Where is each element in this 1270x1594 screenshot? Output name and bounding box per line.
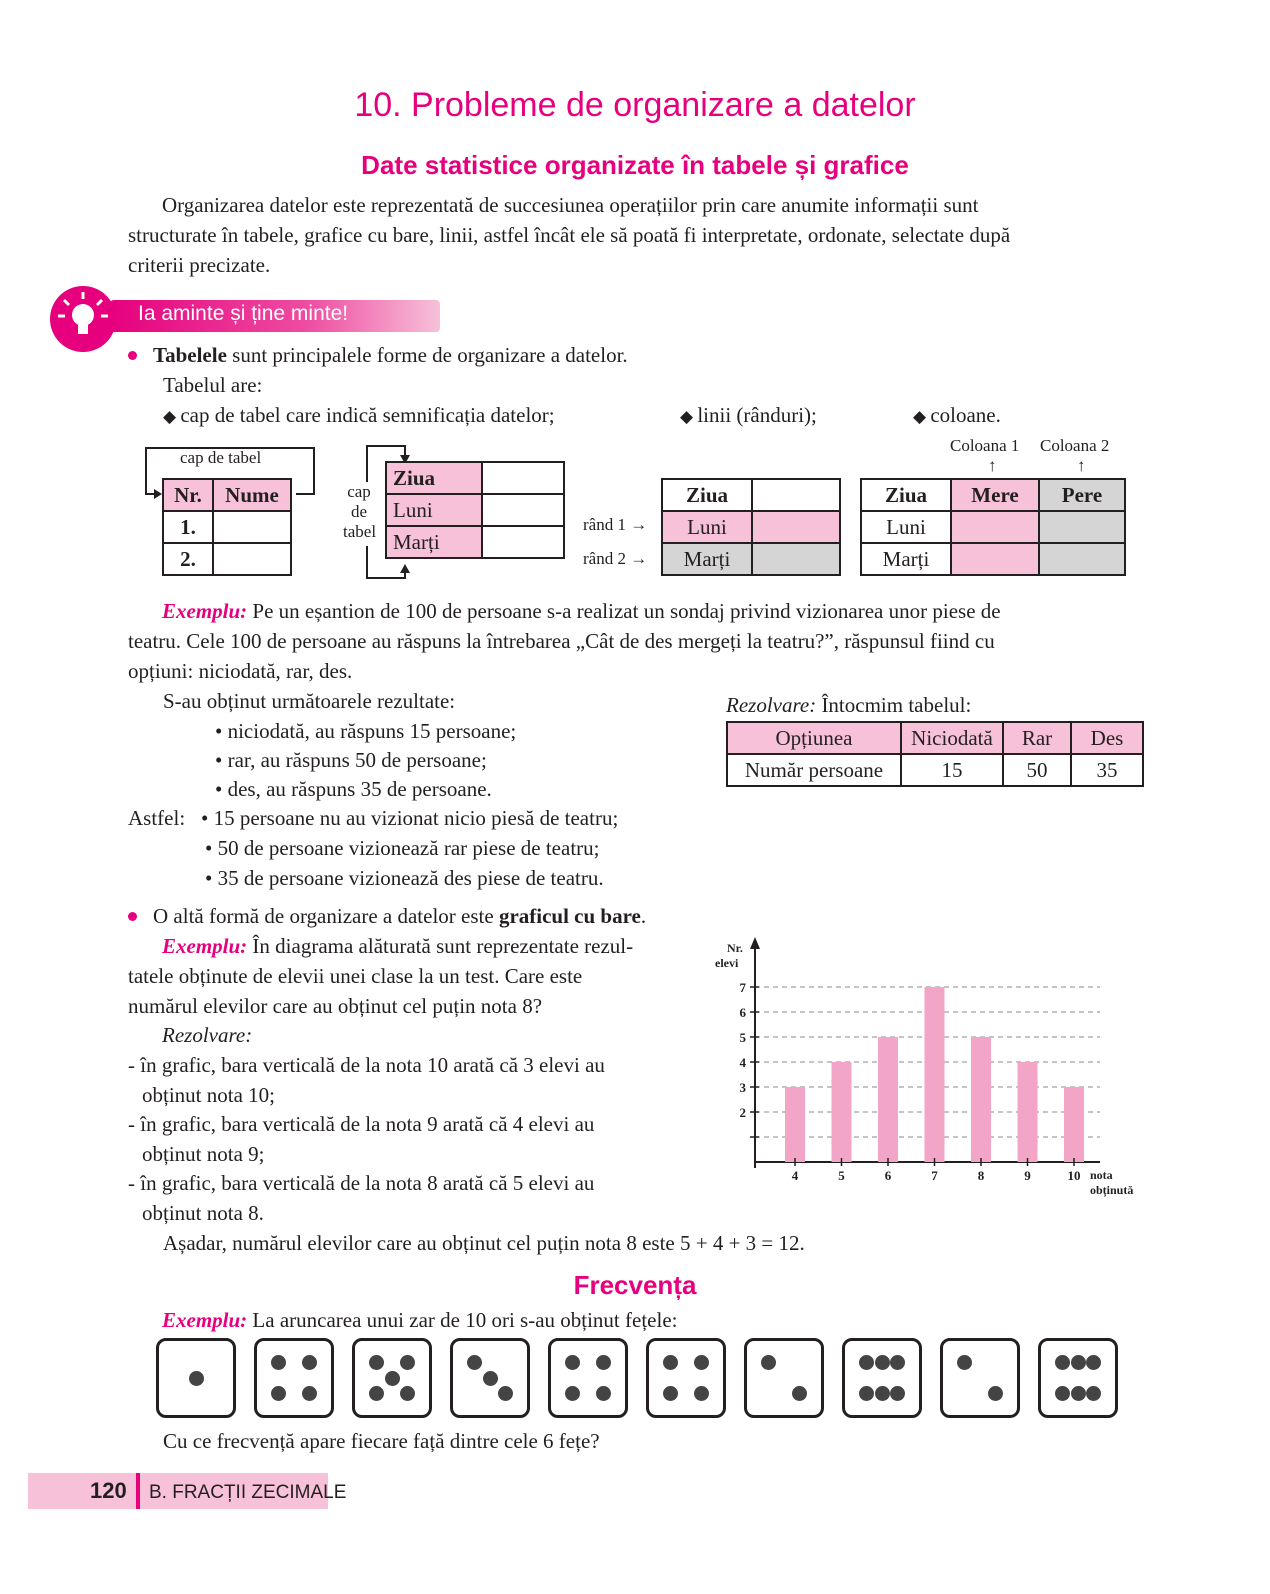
y-tick-label: 5	[739, 1030, 746, 1045]
diamond-icon: ◆	[163, 407, 181, 426]
frequency-question: Cu ce frecvență apare fiecare față dintre cele 6 fețe?	[163, 1429, 600, 1453]
die-pip	[271, 1386, 286, 1401]
die-face-6-icon	[842, 1338, 922, 1418]
die-pip	[694, 1355, 709, 1370]
bar	[878, 1037, 898, 1162]
results-intro: S-au obținut următoarele rezultate:	[163, 689, 456, 713]
conclusion-3: • 35 de persoane vizionează des piese de teatru.	[205, 866, 604, 890]
die-face-2-icon	[744, 1338, 824, 1418]
page-number: 120	[90, 1478, 127, 1503]
die-pip	[859, 1386, 874, 1401]
conclusion-2: • 50 de persoane vizionează rar piese de teatru;	[205, 836, 600, 860]
die-pip	[1071, 1355, 1086, 1370]
conclusion-1: • 15 persoane nu au vizionat nicio piesă de teatru;	[201, 806, 619, 830]
arrow-right-icon: →	[630, 549, 648, 568]
step-1: - în grafic, bara verticală de la nota 10 arată că 3 elevi au	[128, 1053, 605, 1077]
die-pip	[1086, 1386, 1101, 1401]
die-pip	[859, 1355, 874, 1370]
die-pip	[596, 1386, 611, 1401]
die-face-4-icon	[646, 1338, 726, 1418]
x-tick-label: 5	[838, 1168, 845, 1183]
y-tick-label: 2	[739, 1105, 746, 1120]
die-pip	[792, 1386, 807, 1401]
die-pip	[400, 1386, 415, 1401]
frequency-example: Exemplu: La aruncarea unui zar de 10 ori s-au obținut fețele:	[162, 1308, 678, 1332]
step-2: obținut nota 10;	[142, 1083, 275, 1107]
footer-section: B. FRACȚII ZECIMALE	[149, 1482, 347, 1503]
die-pip	[302, 1386, 317, 1401]
die-pip	[369, 1386, 384, 1401]
bar	[1018, 1062, 1038, 1162]
die-pip	[1055, 1386, 1070, 1401]
bar-conclusion: Așadar, numărul elevilor care au obținut cel puțin nota 8 este 5 + 4 + 3 = 12.	[163, 1231, 805, 1255]
result-2: • rar, au răspuns 50 de persoane;	[215, 748, 487, 772]
x-tick-label: 9	[1024, 1168, 1031, 1183]
y-tick-label: 4	[739, 1055, 746, 1070]
arrow-right-icon: →	[630, 515, 648, 534]
die-pip	[957, 1355, 972, 1370]
result-1: • niciodată, au răspuns 15 persoane;	[215, 719, 517, 743]
die-pip	[400, 1355, 415, 1370]
die-pip	[1071, 1386, 1086, 1401]
page-title: 10. Probleme de organizare a datelor	[354, 86, 916, 124]
lightbulb-icon	[50, 286, 116, 352]
diagram-table-3: Ziua Luni Marți	[661, 478, 841, 576]
bullet-icon	[128, 351, 137, 360]
die-pip	[498, 1386, 513, 1401]
intro-line-1: Organizarea datelor este reprezentată de succesiunea operațiilor prin care anumite informații sunt	[162, 193, 979, 217]
die-pip	[189, 1371, 204, 1386]
bar	[1064, 1087, 1084, 1162]
footer-divider	[136, 1473, 140, 1509]
y-tick-label: 7	[739, 980, 746, 995]
bar-example-line-3: numărul elevilor care au obținut cel puțin nota 8?	[128, 994, 543, 1018]
bar	[832, 1062, 852, 1162]
bar	[971, 1037, 991, 1162]
intro-line-2: structurate în tabele, grafice cu bare, linii, astfel încât ele să poată fi interpretate, ordonate, selectate după	[128, 223, 1011, 247]
die-pip	[467, 1355, 482, 1370]
x-tick-label: 4	[791, 1168, 799, 1183]
die-face-4-icon	[548, 1338, 628, 1418]
coloana2-label: Coloana 2	[1040, 436, 1110, 455]
diagram-table-1: Nr. Nume 1. 2.	[162, 478, 292, 576]
die-pip	[369, 1355, 384, 1370]
frequency-heading: Frecvența	[573, 1270, 697, 1300]
cap-de-tabel-label: cap de tabel	[180, 448, 262, 467]
coloana1-label: Coloana 1	[950, 436, 1020, 455]
die-pip	[663, 1386, 678, 1401]
x-axis-label: obținută	[1090, 1183, 1134, 1197]
table-has-line: Tabelul are:	[163, 373, 263, 397]
die-pip	[1086, 1355, 1101, 1370]
diagram-table-2: Ziua Luni Marți	[385, 461, 565, 559]
astfel-label: Astfel:	[128, 806, 186, 830]
diamond-icon: ◆	[680, 407, 698, 426]
die-face-6-icon	[1038, 1338, 1118, 1418]
bullet-icon	[128, 912, 137, 921]
die-pip	[596, 1355, 611, 1370]
bar-bullet-line: O altă formă de organizare a datelor este graficul cu bare.	[153, 904, 647, 928]
y-axis-label: elevi	[715, 956, 739, 970]
example1-line-2: teatru. Cele 100 de persoane au răspuns la întrebarea „Cât de des mergeți la teatru?”, răspunsul fiind cu	[128, 629, 995, 653]
x-tick-label: 6	[884, 1168, 892, 1183]
table-item-3: ◆ coloane.	[913, 403, 1001, 427]
die-face-4-icon	[254, 1338, 334, 1418]
rezolvare-line: Rezolvare: Întocmim tabelul:	[726, 693, 972, 717]
x-tick-label: 8	[977, 1168, 985, 1183]
x-axis-label: nota	[1090, 1168, 1113, 1182]
die-pip	[302, 1355, 317, 1370]
bar-example-line-1: Exemplu: În diagrama alăturată sunt reprezentate rezul-	[162, 934, 634, 958]
die-pip	[875, 1386, 890, 1401]
bar-example-line-2: tatele obținute de elevii unei clase la un test. Care este	[128, 964, 583, 988]
die-face-5-icon	[352, 1338, 432, 1418]
step-3: - în grafic, bara verticală de la nota 9 arată că 4 elevi au	[128, 1112, 595, 1136]
x-tick-label: 10	[1067, 1168, 1081, 1183]
example1-line-3: opțiuni: niciodată, rar, des.	[128, 659, 353, 683]
example1-line-1: Exemplu: Pe un eșantion de 100 de persoane s-a realizat un sondaj privind vizionarea unor piese de	[162, 599, 1001, 623]
y-axis-label: Nr.	[727, 941, 743, 955]
die-pip	[483, 1371, 498, 1386]
die-pip	[565, 1386, 580, 1401]
bar	[925, 987, 945, 1162]
arrow-up-icon: ↑	[1077, 456, 1086, 475]
section-subtitle: Date statistice organizate în tabele și grafice	[361, 150, 909, 180]
rand2-label: rând 2 →	[583, 549, 648, 568]
bar	[785, 1087, 805, 1162]
tables-text: sunt principalele forme de organizare a datelor.	[226, 343, 628, 367]
table-item-2: ◆ linii (rânduri);	[680, 403, 817, 427]
die-pip	[694, 1386, 709, 1401]
die-face-1-icon	[156, 1338, 236, 1418]
die-face-2-icon	[940, 1338, 1020, 1418]
die-face-3-icon	[450, 1338, 530, 1418]
step-6: obținut nota 8.	[142, 1201, 264, 1225]
result-3: • des, au răspuns 35 de persoane.	[215, 777, 492, 801]
tables-bold: Tabelele	[153, 343, 227, 367]
die-pip	[761, 1355, 776, 1370]
table-item-1: ◆ cap de tabel care indică semnificația datelor;	[163, 403, 555, 427]
x-tick-label: 7	[931, 1168, 938, 1183]
banner-text: Ia aminte și ține minte!	[138, 302, 349, 325]
y-tick-label: 3	[739, 1080, 746, 1095]
die-pip	[890, 1355, 905, 1370]
die-pip	[1055, 1355, 1070, 1370]
intro-line-3: criterii precizate.	[128, 253, 271, 277]
die-pip	[385, 1371, 400, 1386]
die-pip	[890, 1386, 905, 1401]
diamond-icon: ◆	[913, 407, 931, 426]
rand1-label: rând 1 →	[583, 515, 648, 534]
diagram-table-4: Ziua Mere Pere Luni Marți	[860, 478, 1126, 576]
y-axis-arrow-icon	[750, 937, 760, 949]
step-4: obținut nota 9;	[142, 1142, 265, 1166]
bar-rezolvare: Rezolvare:	[162, 1023, 253, 1047]
step-5: - în grafic, bara verticală de la nota 8 arată că 5 elevi au	[128, 1171, 595, 1195]
die-pip	[565, 1355, 580, 1370]
die-pip	[875, 1355, 890, 1370]
y-tick-label: 6	[739, 1005, 746, 1020]
die-pip	[663, 1355, 678, 1370]
bar-chart	[700, 935, 1160, 1205]
arrow-up-icon: ↑	[988, 456, 997, 475]
cap-vertical-label: cap de tabel	[343, 482, 377, 541]
die-pip	[271, 1355, 286, 1370]
die-pip	[988, 1386, 1003, 1401]
survey-table: Opțiunea Niciodată Rar Des Număr persoane 15 50 35	[726, 721, 1144, 787]
